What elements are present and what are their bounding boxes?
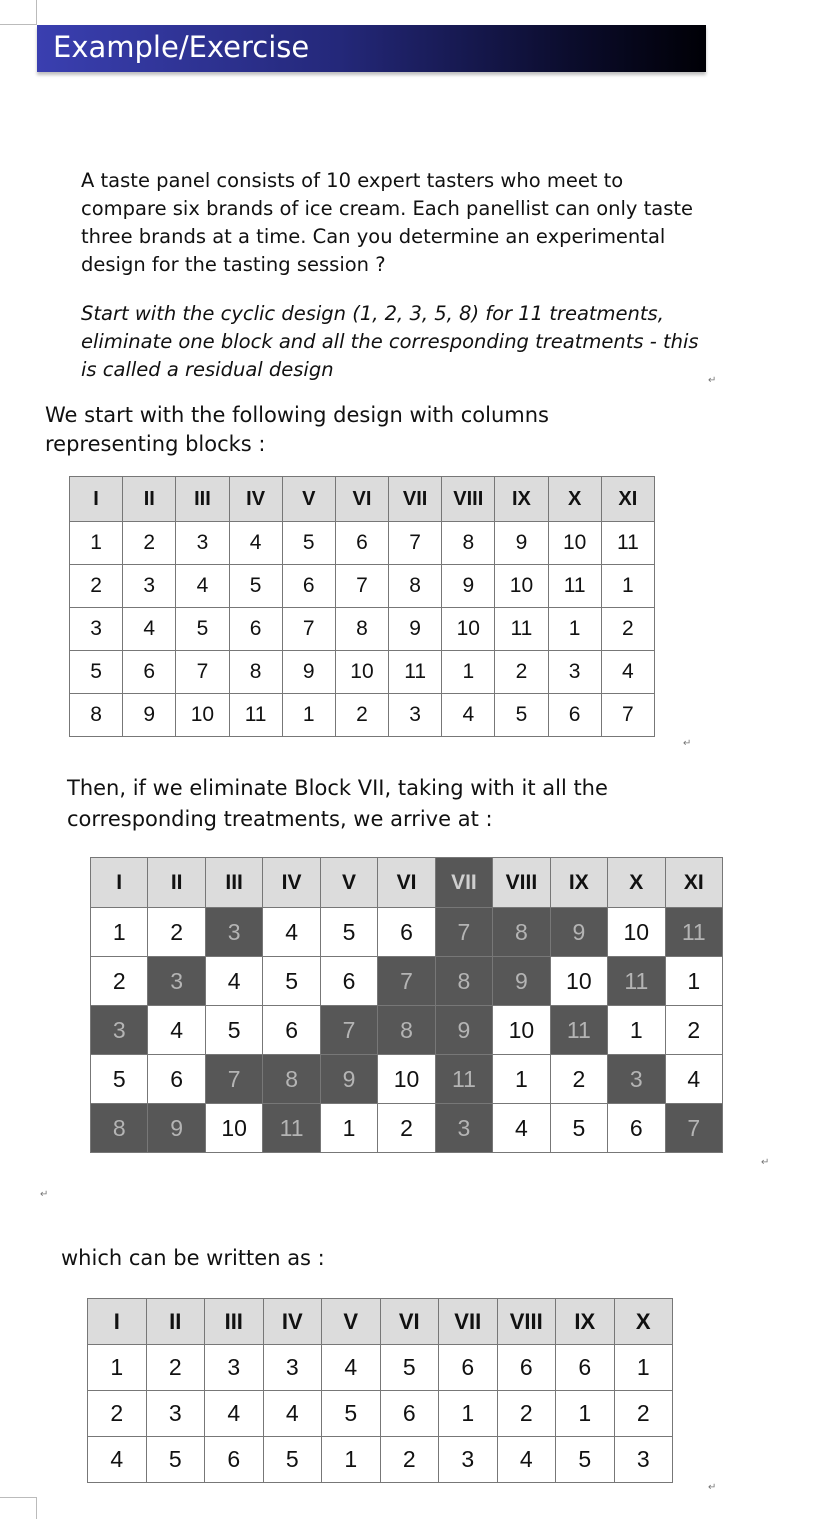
treatment-cell: 4 [442,694,495,737]
treatment-cell: 2 [378,1104,435,1153]
page-corner-bottom-left [0,1497,37,1519]
treatment-cell: 11 [263,1104,320,1153]
treatment-cell: 2 [88,1391,147,1437]
treatment-cell: 3 [439,1437,498,1483]
treatment-cell: 6 [378,908,435,957]
treatment-cell: 9 [495,522,548,565]
treatment-cell: 5 [556,1437,615,1483]
treatment-cell: 7 [378,957,435,1006]
block-header: XI [601,477,654,522]
treatment-cell: 10 [550,957,607,1006]
treatment-cell: 6 [335,522,388,565]
treatment-cell: 4 [263,908,320,957]
treatment-cell: 6 [263,1006,320,1055]
block-header: II [148,858,205,908]
treatment-cell: 10 [548,522,601,565]
treatment-cell: 9 [148,1104,205,1153]
treatment-cell: 10 [205,1104,262,1153]
treatment-cell: 1 [320,1104,377,1153]
table-row [88,1345,673,1391]
block-header: VI [380,1299,439,1345]
treatment-cell: 8 [378,1006,435,1055]
block-header: V [282,477,335,522]
treatment-cell: 9 [442,565,495,608]
treatment-cell: 6 [148,1055,205,1104]
treatment-cell: 5 [146,1437,205,1483]
treatment-cell: 3 [435,1104,492,1153]
treatment-cell: 7 [282,608,335,651]
treatment-cell: 6 [123,651,176,694]
block-header: XI [665,858,722,908]
treatment-cell: 11 [601,522,654,565]
treatment-cell: 11 [495,608,548,651]
start-paragraph: We start with the following design with columns representing blocks : [45,403,549,456]
treatment-cell: 1 [70,522,123,565]
table-row [70,651,655,694]
block-header: X [614,1299,673,1345]
block-header: I [88,1299,147,1345]
table-row [91,957,723,1006]
treatment-cell: 3 [146,1391,205,1437]
cyclic-design-table [69,476,655,737]
table-header-row [88,1299,673,1345]
treatment-cell: 9 [123,694,176,737]
treatment-cell: 6 [205,1437,264,1483]
treatment-cell: 3 [263,1345,322,1391]
table-row [88,1437,673,1483]
treatment-cell: 5 [70,651,123,694]
return-mark: ↵ [761,1157,770,1168]
treatment-cell: 9 [282,651,335,694]
block-header: IX [556,1299,615,1345]
block-header: VII [435,858,492,908]
treatment-cell: 10 [335,651,388,694]
table-header-row [91,858,723,908]
treatment-cell: 5 [176,608,229,651]
treatment-cell: 4 [493,1104,550,1153]
eliminated-design-table [90,857,723,1153]
table-row [91,1055,723,1104]
written-paragraph: which can be written as : [61,1246,325,1270]
treatment-cell: 5 [380,1345,439,1391]
treatment-cell: 3 [123,565,176,608]
block-header: I [91,858,148,908]
treatment-cell: 3 [205,908,262,957]
treatment-cell: 10 [378,1055,435,1104]
treatment-cell: 1 [556,1391,615,1437]
treatment-cell: 3 [548,651,601,694]
treatment-cell: 1 [442,651,495,694]
treatment-cell: 9 [435,1006,492,1055]
block-header: III [205,1299,264,1345]
block-header: II [123,477,176,522]
table-row [88,1391,673,1437]
treatment-cell: 11 [229,694,282,737]
treatment-cell: 5 [550,1104,607,1153]
block-header: VIII [497,1299,556,1345]
treatment-cell: 6 [439,1345,498,1391]
return-mark: ↵ [40,1189,49,1200]
eliminate-paragraph: Then, if we eliminate Block VII, taking with it all the corresponding treatments, we arrive at : [67,776,608,831]
treatment-cell: 2 [148,908,205,957]
block-header: I [70,477,123,522]
treatment-cell: 9 [389,608,442,651]
treatment-cell: 1 [614,1345,673,1391]
treatment-cell: 11 [389,651,442,694]
block-header: IV [263,858,320,908]
treatment-cell: 5 [263,1437,322,1483]
treatment-cell: 8 [442,522,495,565]
treatment-cell: 2 [497,1391,556,1437]
treatment-cell: 1 [91,908,148,957]
table-row [91,1006,723,1055]
treatment-cell: 11 [435,1055,492,1104]
treatment-cell: 5 [322,1391,381,1437]
treatment-cell: 2 [146,1345,205,1391]
block-header: II [146,1299,205,1345]
treatment-cell: 11 [608,957,665,1006]
treatment-cell: 6 [548,694,601,737]
treatment-cell: 4 [205,957,262,1006]
treatment-cell: 6 [380,1391,439,1437]
treatment-cell: 6 [320,957,377,1006]
treatment-cell: 8 [91,1104,148,1153]
treatment-cell: 3 [205,1345,264,1391]
treatment-cell: 7 [665,1104,722,1153]
treatment-cell: 5 [229,565,282,608]
treatment-cell: 4 [497,1437,556,1483]
treatment-cell: 8 [435,957,492,1006]
treatment-cell: 4 [263,1391,322,1437]
treatment-cell: 4 [176,565,229,608]
treatment-cell: 3 [148,957,205,1006]
block-header: IV [263,1299,322,1345]
block-header: X [548,477,601,522]
treatment-cell: 2 [70,565,123,608]
treatment-cell: 11 [665,908,722,957]
return-mark: ↵ [708,1482,717,1493]
treatment-cell: 9 [493,957,550,1006]
treatment-cell: 7 [320,1006,377,1055]
intro-paragraph: A taste panel consists of 10 expert tasters who meet to compare six brands of ice cream. Each panellist can only taste three brands at a time. Can you determine an experimental design for the tasting session ? [81,169,694,276]
treatment-cell: 1 [601,565,654,608]
treatment-cell: 3 [176,522,229,565]
treatment-cell: 6 [608,1104,665,1153]
treatment-cell: 8 [389,565,442,608]
treatment-cell: 4 [123,608,176,651]
block-header: VII [439,1299,498,1345]
treatment-cell: 6 [282,565,335,608]
treatment-cell: 5 [282,522,335,565]
treatment-cell: 4 [205,1391,264,1437]
treatment-cell: 5 [495,694,548,737]
treatment-cell: 4 [148,1006,205,1055]
treatment-cell: 10 [608,908,665,957]
treatment-cell: 2 [614,1391,673,1437]
hint-paragraph: Start with the cyclic design (1, 2, 3, 5, 8) for 11 treatments, eliminate one block and all the corresponding treatments - this is called a residual design [81,302,699,381]
treatment-cell: 1 [439,1391,498,1437]
table-row [91,908,723,957]
block-header: X [608,858,665,908]
treatment-cell: 3 [91,1006,148,1055]
treatment-cell: 3 [70,608,123,651]
treatment-cell: 10 [176,694,229,737]
treatment-cell: 2 [380,1437,439,1483]
treatment-cell: 2 [495,651,548,694]
treatment-cell: 2 [335,694,388,737]
block-header: IX [495,477,548,522]
treatment-cell: 7 [205,1055,262,1104]
treatment-cell: 4 [229,522,282,565]
treatment-cell: 1 [322,1437,381,1483]
treatment-cell: 10 [493,1006,550,1055]
treatment-cell: 4 [88,1437,147,1483]
treatment-cell: 5 [91,1055,148,1104]
block-header: V [322,1299,381,1345]
treatment-cell: 4 [322,1345,381,1391]
treatment-cell: 7 [389,522,442,565]
treatment-cell: 1 [493,1055,550,1104]
treatment-cell: 7 [176,651,229,694]
table-row [70,522,655,565]
residual-design-table [87,1298,673,1483]
block-header: IV [229,477,282,522]
treatment-cell: 3 [389,694,442,737]
treatment-cell: 5 [205,1006,262,1055]
treatment-cell: 1 [282,694,335,737]
table-row [91,1104,723,1153]
treatment-cell: 11 [548,565,601,608]
return-mark: ↵ [708,375,717,386]
block-header: VIII [442,477,495,522]
slide-title: Example/Exercise [53,30,310,64]
block-header: VI [335,477,388,522]
treatment-cell: 9 [320,1055,377,1104]
treatment-cell: 4 [665,1055,722,1104]
table-header-row [70,477,655,522]
treatment-cell: 1 [548,608,601,651]
treatment-cell: 8 [493,908,550,957]
block-header: IX [550,858,607,908]
treatment-cell: 8 [229,651,282,694]
treatment-cell: 5 [320,908,377,957]
table-row [70,694,655,737]
treatment-cell: 3 [614,1437,673,1483]
page-corner-top-left [0,0,37,25]
block-header: III [176,477,229,522]
treatment-cell: 2 [91,957,148,1006]
treatment-cell: 4 [601,651,654,694]
treatment-cell: 1 [88,1345,147,1391]
slide-title-bar [37,25,706,72]
treatment-cell: 8 [335,608,388,651]
treatment-cell: 2 [550,1055,607,1104]
treatment-cell: 1 [608,1006,665,1055]
block-header: VIII [493,858,550,908]
treatment-cell: 8 [70,694,123,737]
treatment-cell: 6 [229,608,282,651]
block-header: VII [389,477,442,522]
block-header: V [320,858,377,908]
treatment-cell: 5 [263,957,320,1006]
treatment-cell: 3 [608,1055,665,1104]
treatment-cell: 2 [601,608,654,651]
treatment-cell: 1 [665,957,722,1006]
treatment-cell: 10 [442,608,495,651]
treatment-cell: 10 [495,565,548,608]
treatment-cell: 2 [665,1006,722,1055]
treatment-cell: 9 [550,908,607,957]
treatment-cell: 7 [601,694,654,737]
treatment-cell: 8 [263,1055,320,1104]
treatment-cell: 6 [556,1345,615,1391]
table-row [70,565,655,608]
treatment-cell: 2 [123,522,176,565]
treatment-cell: 7 [335,565,388,608]
block-header: VI [378,858,435,908]
treatment-cell: 6 [497,1345,556,1391]
treatment-cell: 11 [550,1006,607,1055]
table-row [70,608,655,651]
block-header: III [205,858,262,908]
return-mark: ↵ [683,738,692,749]
treatment-cell: 7 [435,908,492,957]
